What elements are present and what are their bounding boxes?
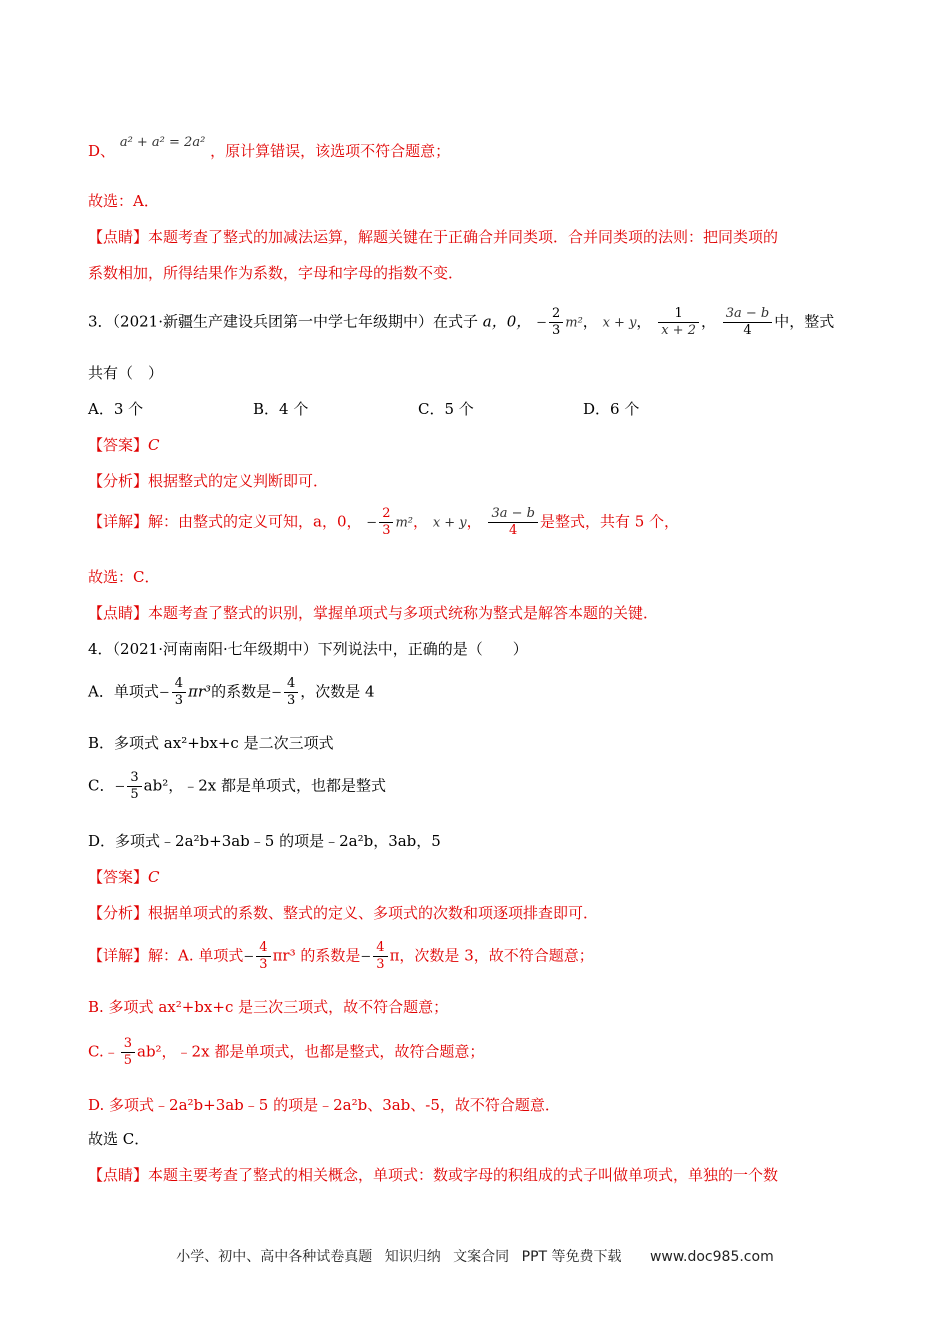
- q4-detail: [88, 940, 594, 973]
- frac-num: 4: [256, 940, 270, 957]
- option-a: A．3 个: [88, 400, 144, 418]
- q4-analysis: [88, 902, 598, 923]
- frac-num: 2: [379, 506, 393, 523]
- q4-option-b: B．多项式 ax²+bx+c 是二次三项式: [88, 734, 334, 752]
- q4-detail-c: [88, 1036, 484, 1069]
- detail-pre: 解：A. 单项式: [148, 946, 244, 965]
- footer-text-4: PPT 等免费下载: [521, 1249, 622, 1265]
- detail-post: 是整式，共有 5 个，: [539, 512, 680, 531]
- option-c: C．5 个: [418, 400, 474, 418]
- fraction-3a-b: [723, 306, 773, 339]
- analysis-text: 根据整式的定义判断即可．: [148, 472, 329, 490]
- comment-tag: 【点睛】: [88, 1166, 149, 1184]
- minus-sign: −: [366, 515, 378, 531]
- q3-line2: 共有（ ）: [88, 364, 164, 382]
- minus-sign: −: [271, 685, 282, 701]
- frac-num: 4: [284, 676, 298, 693]
- frac-den: 3: [174, 693, 184, 708]
- fraction-four-thirds: [373, 940, 387, 973]
- fraction-one-over-x2: [658, 306, 699, 339]
- fraction-four-thirds: [172, 676, 186, 709]
- q4-a-post: ，次数是 4: [300, 682, 375, 701]
- comment-tag: 【点睛】: [88, 228, 149, 246]
- analysis-text: 根据单项式的系数、整式的定义、多项式的次数和项逐项排查即可．: [148, 904, 599, 922]
- comment1-text: 本题考查了整式的加减法运算，解题关键在于正确合并同类项．合并同类项的法则：把同类项的: [148, 228, 779, 246]
- minus-sign: −: [536, 315, 547, 331]
- frac-num: 3: [127, 770, 141, 787]
- q4-comment: [88, 1164, 778, 1185]
- q4-detail-d: D. 多项式﹣2a²b+3ab﹣5 的项是﹣2a²b、3ab、-5，故不符合题意．: [88, 1096, 560, 1114]
- minus-sign: −: [360, 949, 372, 965]
- comment1-line2: 系数相加，所得结果作为系数，字母和字母的指数不变．: [88, 264, 464, 282]
- minus-sign: −: [243, 949, 255, 965]
- analysis-tag: 【分析】: [88, 904, 149, 922]
- comment-text: 本题主要考查了整式的相关概念，单项式：数或字母的积组成的式子叫做单项式，单独的一个数: [148, 1166, 779, 1184]
- frac-den: 3: [287, 693, 296, 708]
- option-b: B．4 个: [253, 400, 309, 418]
- x-plus-y: x + y: [602, 315, 637, 331]
- m-squared: m²: [395, 515, 414, 531]
- fraction-four-thirds: [256, 940, 270, 973]
- q3-detail: 【详解】解：由整式的定义可知，a，0， − $\frac{2}{3}$ m²， x + y， $\frac{3a - b}{4}$ 是整式，共有 5 个，: [88, 506, 680, 538]
- frac-den: 4: [509, 523, 518, 538]
- detail-tag: 【详解】: [88, 946, 149, 965]
- frac-num: 4: [172, 676, 186, 693]
- q3-choose: 故选：C．: [88, 568, 160, 586]
- footer-url-link[interactable]: www.doc985.com: [649, 1249, 774, 1265]
- footer-text-1: 小学、初中、高中各种试卷真题: [176, 1249, 373, 1265]
- frac-num: 1: [658, 306, 699, 323]
- q4-option-c: [88, 770, 386, 803]
- q4-option-a: [88, 676, 375, 709]
- frac-den: 3: [551, 323, 561, 338]
- fraction-two-thirds: [379, 506, 393, 539]
- q3-tail: 中，整式: [774, 312, 835, 331]
- detail-pre: 解：由整式的定义可知，a，0，: [148, 512, 362, 531]
- d-option-text: ，原计算错误，该选项不符合题意；: [210, 142, 451, 160]
- answer-tag: 【答案】: [88, 436, 149, 454]
- q3-options: [88, 398, 748, 419]
- q3-answer: [88, 434, 160, 455]
- pi-r3: πr³: [188, 682, 212, 701]
- frac-den: 5: [130, 787, 139, 802]
- q4-stem: 4．（2021·河南南阳·七年级期中）下列说法中，正确的是（ ）: [88, 640, 528, 658]
- q4-answer: [88, 866, 160, 887]
- answer-value: C: [148, 436, 160, 454]
- frac-den: x + 2: [661, 323, 696, 338]
- fraction-three-fifths: [127, 770, 141, 803]
- fraction-four-thirds: [284, 676, 298, 709]
- comment-tag: 【点睛】: [88, 604, 149, 622]
- d-option-line: [88, 135, 451, 161]
- footer-text-2: 知识归纳: [384, 1249, 441, 1265]
- minus-sign: −: [114, 779, 126, 795]
- frac-den: 3: [382, 523, 391, 538]
- detail-tag: 【详解】: [88, 512, 149, 531]
- frac-num: 3a − b: [488, 506, 538, 523]
- frac-num: 3a − b: [723, 306, 773, 323]
- footer-text-3: 文案合同: [453, 1249, 510, 1265]
- d-option-math: a² + a² = 2a²: [119, 135, 206, 150]
- frac-den: 5: [123, 1053, 132, 1068]
- frac-num: 3: [121, 1036, 135, 1053]
- fraction-three-fifths: [121, 1036, 135, 1069]
- frac-den: 4: [743, 323, 752, 338]
- q4-detail-b: B. 多项式 ax²+bx+c 是三次三项式，故不符合题意；: [88, 998, 449, 1016]
- q3-items: a，0，: [482, 312, 532, 331]
- frac-num: 2: [549, 306, 563, 323]
- minus-sign: −: [158, 685, 170, 701]
- answer-tag: 【答案】: [88, 868, 149, 886]
- detail-c-pre: C.﹣: [88, 1042, 119, 1061]
- q3-stem: 3．（2021·新疆生产建设兵团第一中学七年级期中）在式子 a，0， − $\frac{2}{3}$ m²， x + y， $\frac{1}{x + 2}$ ， $\frac{3a - b}{4}$ 中，整式: [88, 306, 835, 338]
- detail-c-post: ab²，﹣2x 都是单项式，也都是整式，故符合题意；: [137, 1042, 485, 1061]
- comment-text: 本题考查了整式的识别，掌握单项式与多项式统称为整式是解答本题的关键．: [148, 604, 659, 622]
- option-d: D．6 个: [583, 400, 640, 418]
- q4-a-pre: A．单项式: [88, 682, 159, 701]
- analysis-tag: 【分析】: [88, 472, 149, 490]
- frac-den: 3: [376, 957, 385, 972]
- m-squared: m²: [565, 315, 583, 331]
- detail-mid: πr³ 的系数是: [272, 946, 361, 965]
- fraction-two-thirds: [549, 306, 563, 339]
- detail-post: π，次数是 3，故不符合题意；: [389, 946, 594, 965]
- q4-option-d: D．多项式﹣2a²b+3ab﹣5 的项是﹣2a²b，3ab，5: [88, 832, 441, 850]
- x-plus-y: x + y: [432, 515, 467, 531]
- page-footer: [0, 1246, 950, 1266]
- comment1: [88, 226, 778, 247]
- q4-choose: 故选 C．: [88, 1130, 150, 1148]
- q4-c-post: ab²，﹣2x 都是单项式，也都是整式: [143, 776, 387, 795]
- q3-comment: [88, 602, 658, 623]
- q4-c-pre: C．: [88, 776, 115, 795]
- q3-label: 3．（2021·新疆生产建设兵团第一中学七年级期中）在式子: [88, 312, 478, 331]
- q4-a-mid: 的系数是: [211, 682, 272, 701]
- q3-analysis: [88, 470, 328, 491]
- answer-value: C: [148, 868, 160, 886]
- frac-num: 4: [373, 940, 387, 957]
- d-option-prefix: D、: [88, 142, 116, 160]
- choose-a: 故选：A．: [88, 192, 159, 210]
- fraction-3a-b: [488, 506, 538, 539]
- frac-den: 3: [259, 957, 268, 972]
